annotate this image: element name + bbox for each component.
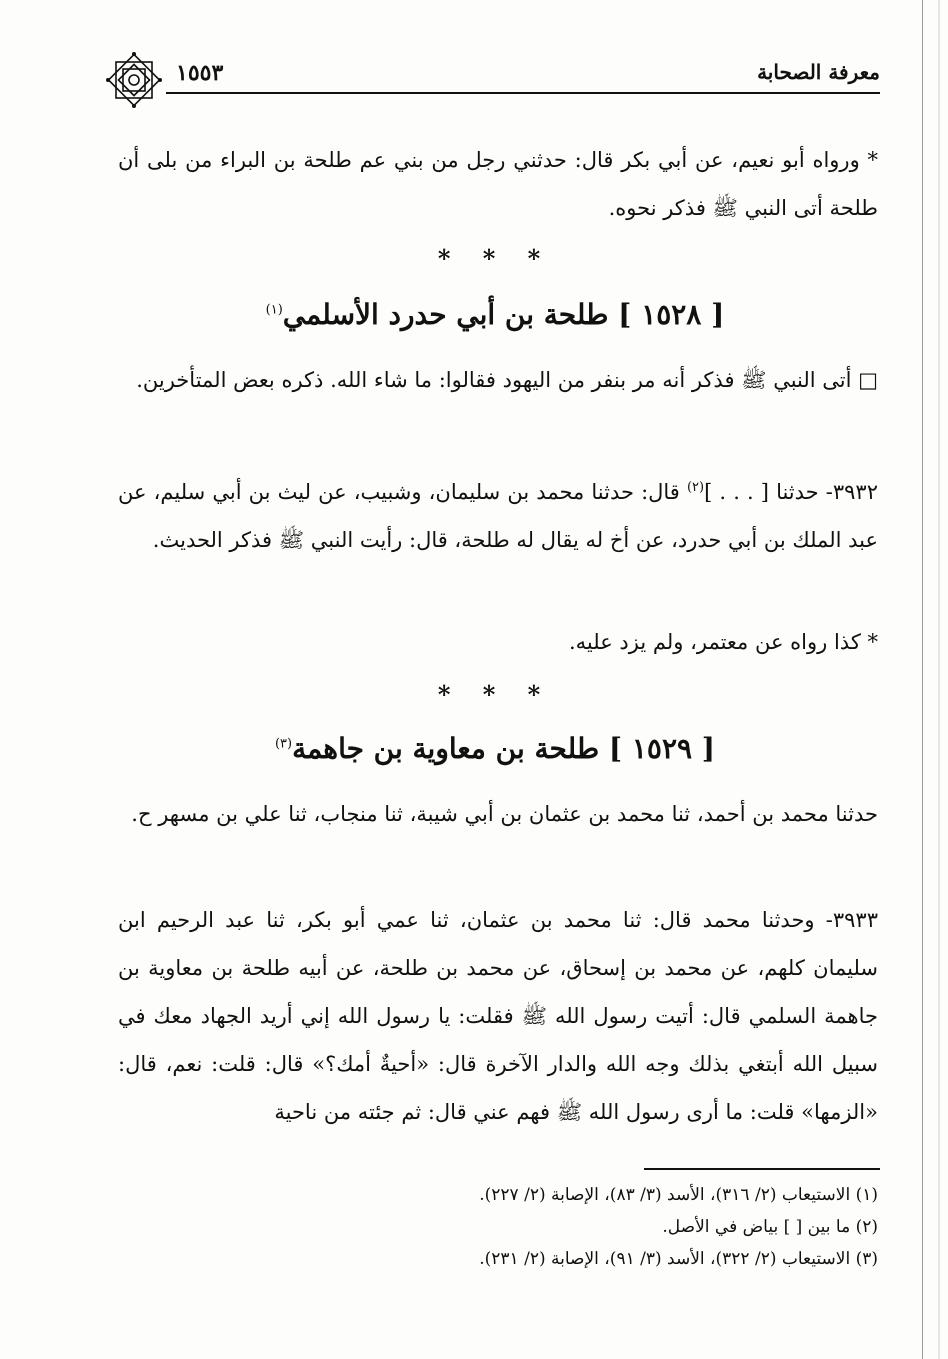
paragraph-isnad-entry-1529: حدثنا محمد بن أحمد، ثنا محمد بن عثمان بن أبي شيبة، ثنا منجاب، ثنا علي بن مسهر ح. xyxy=(131,802,878,826)
entry-heading-text: [ ١٥٢٩ ] طلحة بن معاوية بن جاهمة xyxy=(292,732,716,765)
section-separator: * * * xyxy=(437,680,553,709)
footnote-ref-1: (١) xyxy=(265,302,283,318)
hadith-3933: ٣٩٣٣- وحدثنا محمد قال: ثنا محمد بن عثمان، ثنا عمي أبو بكر، ثنا عبد الرحيم ابن سليمان كلهم، عن محمد بن إسحاق، عن محمد بن طلحة، عن أبيه طلحة بن معاوية بن جاهمة السلمي قال: أتيت رسول الله ﷺ فقلت: يا رسول الله إني أريد الجهاد معك في سبيل الله أبتغي بذلك وجه الله والدار الآخرة قال: «أحيةٌ أمك؟» قال: قلت: نعم، قال: «الزمها» قلت: ما أرى رسول الله ﷺ فهم عني قال: ثم جئته من ناحية xyxy=(118,908,879,1124)
hadith-3932-opening: ٣٩٣٢- حدثنا [ . . . ] xyxy=(704,480,878,504)
header-rule xyxy=(166,92,880,94)
footnote-separator xyxy=(644,1168,880,1170)
paragraph-entry-1528-intro: □ أتى النبي ﷺ فذكر أنه مر بنفر من اليهود فقالوا: ما شاء الله. ذكره بعض المتأخرين. xyxy=(136,368,878,392)
hadith-3932 xyxy=(118,464,878,564)
page-edge-shadow xyxy=(938,0,940,1359)
footnote-ref-2: (٢) xyxy=(686,480,705,495)
paragraph-mutamir-note: * كذا رواه عن معتمر، ولم يزد عليه. xyxy=(569,630,878,654)
footnote-ref-3: (٣) xyxy=(274,736,293,752)
page-number: ١٥٥٣ xyxy=(176,60,224,86)
octagonal-star-ornament-icon xyxy=(102,48,166,112)
footnote-1: (١) الاستيعاب (٢/ ٣١٦)، الأسد (٣/ ٨٣)، الإصابة (٢/ ٢٢٧). xyxy=(479,1185,878,1205)
section-separator: * * * xyxy=(437,244,553,273)
entry-heading-1529 xyxy=(110,732,880,765)
footnote-3: (٣) الاستيعاب (٢/ ٣٢٢)، الأسد (٣/ ٩١)، الإصابة (٢/ ٢٣١). xyxy=(479,1249,878,1269)
entry-heading-1528 xyxy=(110,298,880,331)
page-header xyxy=(110,52,880,100)
running-head-title: معرفة الصحابة xyxy=(757,60,880,84)
paragraph-abu-nuaym-narration: * ورواه أبو نعيم، عن أبي بكر قال: حدثني رجل من بني عم طلحة بن البراء من بلى أن طلحة أتى النبي ﷺ فذكر نحوه. xyxy=(118,148,878,220)
footnote-2: (٢) ما بين [ ] بياض في الأصل. xyxy=(662,1217,878,1237)
page-spine-line xyxy=(922,0,923,1359)
entry-heading-text: [ ١٥٢٨ ] طلحة بن أبي حدرد الأسلمي xyxy=(282,298,725,331)
hadith-3932-text: قال: حدثنا محمد بن سليمان، وشبيب، عن ليث بن أبي سليم، عن عبد الملك بن أبي حدرد، عن أخ له يقال له طلحة، قال: رأيت النبي ﷺ فذكر الحديث. xyxy=(118,480,878,552)
